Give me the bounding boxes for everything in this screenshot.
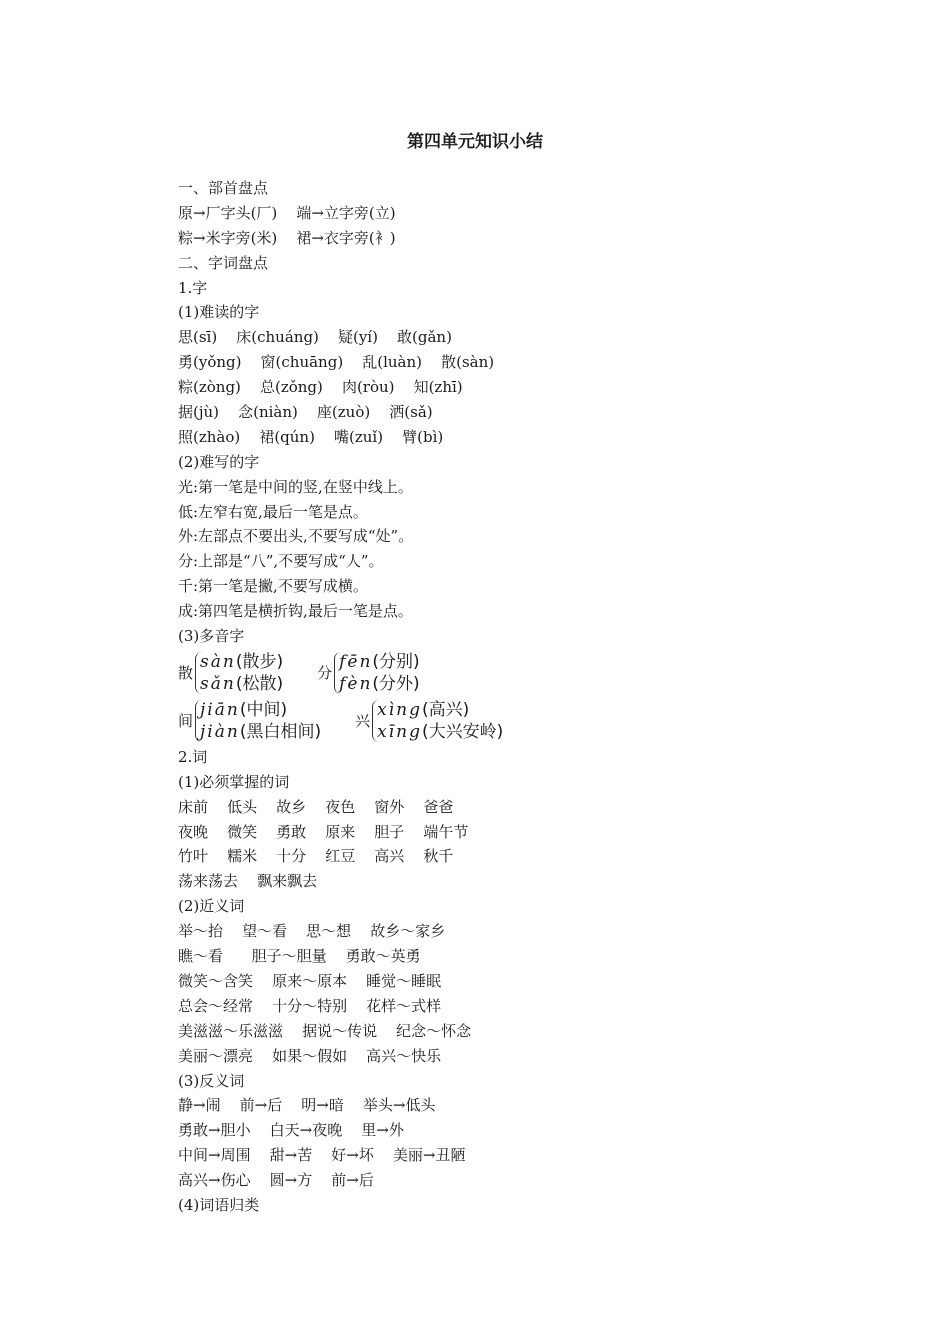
polyphone-reading	[377, 721, 503, 743]
pinyin: sǎn	[200, 673, 236, 694]
text-line: 粽→米字旁(米) 裙→衣字旁(衤)	[178, 228, 396, 247]
text-line: 竹叶 糯米 十分 红豆 高兴 秋千	[178, 847, 454, 866]
text-line: (3)反义词	[178, 1071, 245, 1090]
text-line: (4)词语归类	[178, 1195, 260, 1214]
text-line: 粽(zòng) 总(zǒng) 肉(ròu) 知(zhī)	[178, 378, 463, 397]
text-line: 二、字词盘点	[178, 253, 269, 272]
text-line: 微笑～含笑 原来～原本 睡觉～睡眠	[178, 971, 442, 990]
text-line: 光:第一笔是中间的竖,在竖中线上。	[178, 477, 413, 496]
polyphone-char: 兴	[355, 712, 371, 731]
brace	[195, 700, 321, 742]
brace	[334, 652, 420, 694]
example-word: (黑白相间)	[239, 721, 322, 742]
text-line: 分:上部是“八”,不要写成“人”。	[178, 552, 384, 571]
polyphone-group	[317, 652, 420, 694]
pinyin: fèn	[339, 673, 373, 694]
text-line: 高兴→伤心 圆→方 前→后	[178, 1171, 374, 1190]
text-line: 总会～经常 十分～特别 花样～式样	[178, 996, 442, 1015]
text-line: 低:左窄右宽,最后一笔是点。	[178, 502, 368, 521]
polyphone-reading	[200, 673, 283, 695]
example-word: (分别)	[372, 651, 420, 672]
text-line: 一、部首盘点	[178, 179, 269, 197]
example-word: (松散)	[235, 673, 284, 694]
polyphone-reading	[200, 651, 283, 673]
polyphone-reading	[339, 673, 420, 695]
example-word: (中间)	[239, 699, 288, 720]
example-word: (高兴)	[421, 699, 470, 720]
polyphone-group	[178, 700, 321, 742]
text-line: 美滋滋～乐滋滋 据说～传说 纪念～怀念	[178, 1021, 472, 1040]
text-line: 荡来荡去 飘来飘去	[178, 872, 318, 891]
pinyin: jiàn	[200, 721, 240, 742]
text-line: 床前 低头 故乡 夜色 窗外 爸爸	[178, 797, 454, 816]
text-line: 据(jù) 念(niàn) 座(zuò) 洒(sǎ)	[178, 403, 433, 422]
text-line: 美丽～漂亮 如果～假如 高兴～快乐	[178, 1046, 442, 1065]
example-word: (分外)	[372, 673, 420, 694]
pinyin: jiān	[200, 699, 240, 720]
text-line: 勇敢→胆小 白天→夜晚 里→外	[178, 1121, 404, 1140]
polyphone-group	[178, 652, 283, 694]
polyphone-row	[178, 697, 878, 745]
example-word: (散步)	[235, 651, 284, 672]
section-after-polyphones	[178, 745, 878, 1218]
text-line: 2.词	[178, 747, 208, 766]
pinyin: xīng	[377, 721, 422, 742]
polyphone-reading	[200, 699, 321, 721]
text-line: 瞧～看 胆子～胆量 勇敢～英勇	[178, 947, 421, 966]
text-line: 思(sī) 床(chuáng) 疑(yí) 敢(gǎn)	[178, 328, 452, 347]
polyphone-reading	[377, 699, 503, 721]
pinyin: sàn	[200, 651, 236, 672]
text-line: 照(zhào) 裙(qún) 嘴(zuǐ) 臂(bì)	[178, 427, 444, 446]
document-body	[178, 176, 878, 1218]
text-line: (2)难写的字	[178, 452, 260, 471]
polyphone-row	[178, 649, 878, 697]
polyphone-group	[355, 700, 503, 742]
polyphone-reading	[339, 651, 420, 673]
section-before-polyphones	[178, 176, 878, 649]
text-line: (1)必须掌握的词	[178, 772, 290, 791]
polyphone-char: 散	[178, 664, 194, 683]
example-word: (大兴安岭)	[421, 721, 504, 742]
text-line: 外:左部点不要出头,不要写成“处”。	[178, 527, 414, 546]
text-line: 原→厂字头(厂) 端→立字旁(立)	[178, 203, 396, 222]
page-title: 第四单元知识小结	[407, 132, 543, 152]
text-line: 成:第四笔是横折钩,最后一笔是点。	[178, 602, 413, 621]
text-line: 举～抬 望～看 思～想 故乡～家乡	[178, 922, 446, 941]
polyphone-reading	[200, 721, 321, 743]
polyphone-char: 间	[178, 712, 194, 731]
text-line: (1)难读的字	[178, 303, 260, 322]
text-line: 千:第一笔是撇,不要写成横。	[178, 577, 368, 596]
text-line: 勇(yǒng) 窗(chuāng) 乱(luàn) 散(sàn)	[178, 353, 495, 372]
brace	[372, 700, 503, 742]
pinyin: xìng	[377, 699, 422, 720]
pinyin: fēn	[339, 651, 373, 672]
text-line: 夜晚 微笑 勇敢 原来 胆子 端午节	[178, 822, 469, 841]
text-line: 静→闹 前→后 明→暗 举头→低头	[178, 1096, 436, 1115]
polyphone-table	[178, 649, 878, 745]
brace	[195, 652, 283, 694]
text-line: (3)多音字	[178, 627, 245, 646]
polyphone-char: 分	[317, 664, 333, 683]
text-line: (2)近义词	[178, 897, 245, 916]
text-line: 1.字	[178, 278, 208, 297]
text-line: 中间→周围 甜→苦 好→坏 美丽→丑陋	[178, 1146, 466, 1165]
